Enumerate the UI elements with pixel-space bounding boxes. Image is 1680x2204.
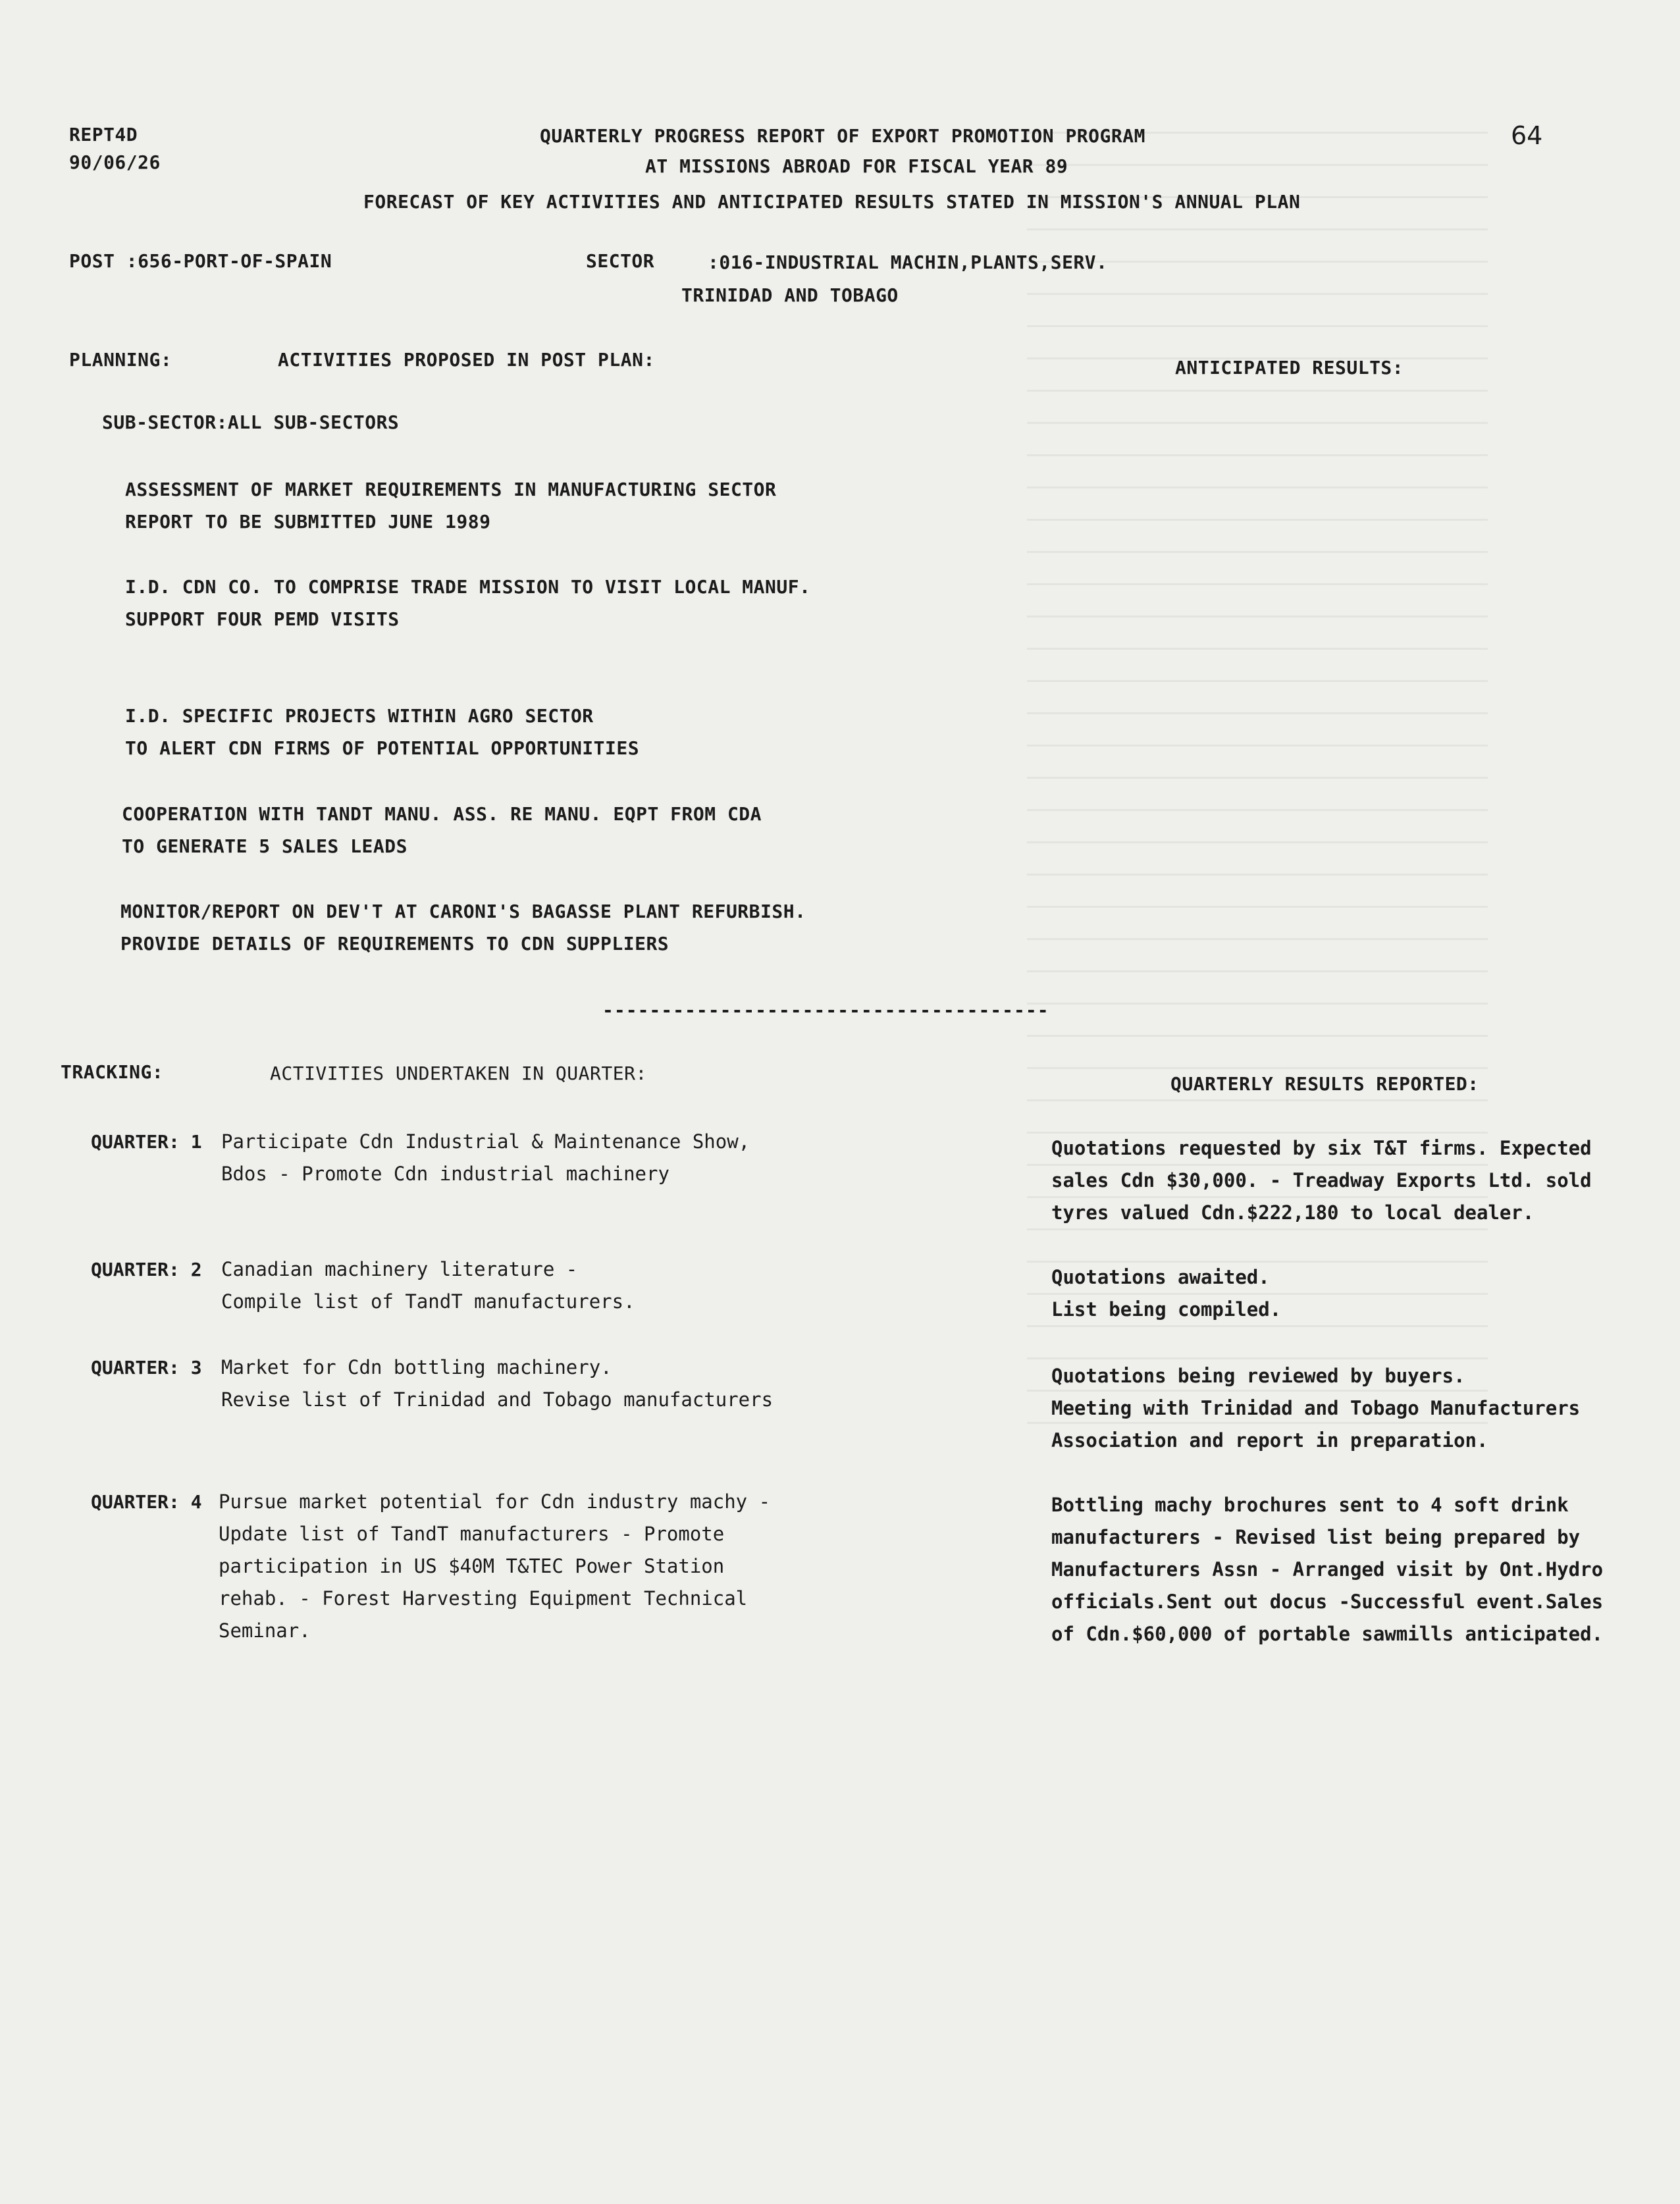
anticipated-results-heading: ANTICIPATED RESULTS: [1175,357,1404,379]
sector-label: SECTOR [586,250,655,272]
quarter-activity-line: rehab. - Forest Harvesting Equipment Technical [219,1587,748,1610]
title-line-2: AT MISSIONS ABROAD FOR FISCAL YEAR 89 [645,155,1068,177]
quarter-activity-line: Market for Cdn bottling machinery. [221,1356,612,1378]
quarter-activity [221,1126,750,1190]
quarter-activity [221,1351,773,1416]
planned-activity-line: SUPPORT FOUR PEMD VISITS [125,608,400,630]
planned-activity-line: ASSESSMENT OF MARKET REQUIREMENTS IN MANUFACTURING SECTOR [125,479,777,500]
quarter-label: QUARTER: 4 [91,1491,202,1513]
planned-activity-line: MONITOR/REPORT ON DEV'T AT CARONI'S BAGASSE PLANT REFURBISH. [120,901,806,922]
quarter-activity-line: Update list of TandT manufacturers - Promote [219,1523,725,1545]
quarter-result-line: Quotations being reviewed by buyers. [1051,1365,1465,1387]
quarter-result-line: sales Cdn $30,000. - Treadway Exports Ltd. sold [1051,1169,1592,1192]
planned-activity [122,798,762,862]
quarter-activity-line: Canadian machinery literature - [221,1258,578,1280]
quarter-result-line: Quotations requested by six T&T firms. Expected [1051,1137,1592,1159]
page-number: 64 [1511,121,1543,150]
quarter-activity-line: participation in US $40M T&TEC Power Station [219,1555,725,1577]
quarter-result-line: of Cdn.$60,000 of portable sawmills anticipated. [1051,1623,1604,1645]
quarterly-results-heading: QUARTERLY RESULTS REPORTED: [1170,1073,1479,1095]
quarter-activity-line: Bdos - Promote Cdn industrial machinery [221,1163,669,1185]
bleed-through-texture [1027,132,1488,1448]
sector-value: :016-INDUSTRIAL MACHIN,PLANTS,SERV. [708,251,1108,273]
planned-activity-line: I.D. SPECIFIC PROJECTS WITHIN AGRO SECTOR [125,705,594,727]
title-line-3: FORECAST OF KEY ACTIVITIES AND ANTICIPATED RESULTS STATED IN MISSION'S ANNUAL PLAN [363,191,1301,213]
tracking-activities-heading: ACTIVITIES UNDERTAKEN IN QUARTER: [270,1063,647,1084]
planning-label: PLANNING: [69,349,172,371]
quarter-label: QUARTER: 3 [91,1357,202,1378]
planned-activity-line: I.D. CDN CO. TO COMPRISE TRADE MISSION TO VISIT LOCAL MANUF. [125,576,811,598]
quarter-results [1051,1261,1281,1326]
section-divider: -------------------------------------- [602,999,1049,1021]
quarter-result-line: Bottling machy brochures sent to 4 soft drink [1051,1494,1569,1516]
title-line-1: QUARTERLY PROGRESS REPORT OF EXPORT PROMOTION PROGRAM [540,125,1145,147]
quarter-result-line: Manufacturers Assn - Arranged visit by Ont.Hydro [1051,1558,1604,1581]
quarter-results [1051,1360,1580,1457]
quarter-activity-line: Compile list of TandT manufacturers. [221,1290,635,1313]
quarter-activity-line: Seminar. [219,1619,311,1642]
country-name: TRINIDAD AND TOBAGO [681,284,899,306]
quarter-activity [219,1486,770,1647]
planned-activity [125,473,776,538]
quarter-results [1051,1132,1592,1229]
planned-activity-line: PROVIDE DETAILS OF REQUIREMENTS TO CDN SUPPLIERS [120,933,669,955]
post-label: POST :656-PORT-OF-SPAIN [69,250,332,272]
quarter-result-line: tyres valued Cdn.$222,180 to local dealer. [1051,1201,1535,1224]
report-id: REPT4D [69,124,138,145]
quarter-results [1051,1489,1603,1650]
quarter-activity-line: Revise list of Trinidad and Tobago manufacturers [221,1388,774,1411]
subsector-label: SUB-SECTOR:ALL SUB-SECTORS [102,411,400,433]
quarter-activity-line: Participate Cdn Industrial & Maintenance Show, [221,1130,750,1153]
quarter-result-line: manufacturers - Revised list being prepared by [1051,1526,1581,1548]
planning-activities-heading: ACTIVITIES PROPOSED IN POST PLAN: [278,349,655,371]
report-date: 90/06/26 [69,151,161,173]
quarter-result-line: officials.Sent out docus -Successful event.Sales [1051,1590,1604,1613]
planned-activity [120,895,806,960]
quarter-activity-line: Pursue market potential for Cdn industry machy - [219,1490,771,1513]
planned-activity-line: REPORT TO BE SUBMITTED JUNE 1989 [125,511,491,533]
quarter-label: QUARTER: 1 [91,1131,202,1153]
quarter-result-line: List being compiled. [1051,1298,1282,1321]
planned-activity [125,571,810,635]
tracking-label: TRACKING: [61,1061,164,1083]
planned-activity-line: COOPERATION WITH TANDT MANU. ASS. RE MANU. EQPT FROM CDA [122,803,762,825]
quarter-activity [221,1253,635,1318]
quarter-label: QUARTER: 2 [91,1259,202,1280]
quarter-result-line: Quotations awaited. [1051,1266,1270,1288]
planned-activity [125,700,639,764]
planned-activity-line: TO ALERT CDN FIRMS OF POTENTIAL OPPORTUNITIES [125,737,640,759]
quarter-result-line: Association and report in preparation. [1051,1429,1488,1452]
quarter-result-line: Meeting with Trinidad and Tobago Manufacturers [1051,1397,1581,1419]
planned-activity-line: TO GENERATE 5 SALES LEADS [122,835,407,857]
